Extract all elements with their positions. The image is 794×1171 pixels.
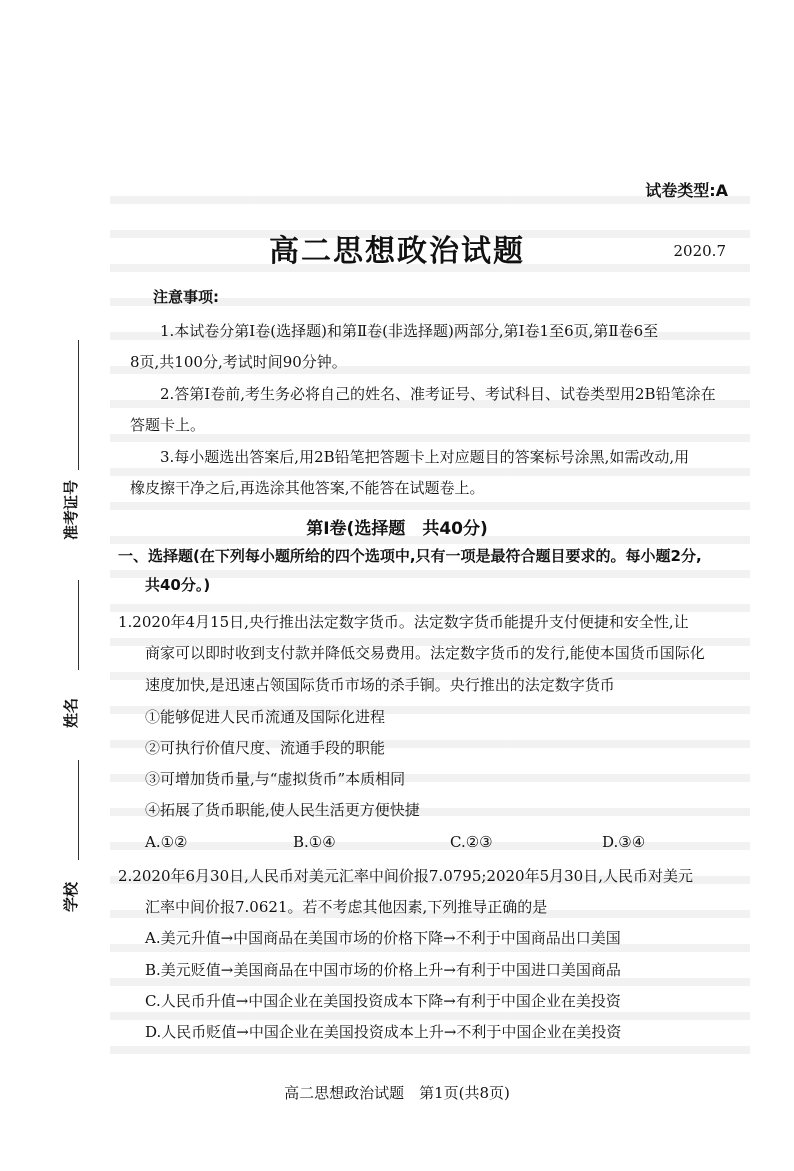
q2-option-a: A.美元升值→中国商品在美国市场的价格下降→不利于中国商品出口美国 <box>145 929 621 947</box>
notice-item3-line2: 橡皮擦干净之后,再选涂其他答案,不能答在试题卷上。 <box>130 479 485 497</box>
q1-statement-2: ②可执行价值尺度、流通手段的职能 <box>145 739 386 757</box>
page-footer: 高二思想政治试题 第1页(共8页) <box>284 1084 510 1102</box>
q1-stem-line3: 速度加快,是迅速占领国际货币市场的杀手锏。央行推出的法定数字货币 <box>145 676 615 694</box>
q2-option-d: D.人民币贬值→中国企业在美国投资成本上升→不利于中国企业在美投资 <box>145 1023 622 1041</box>
q1-statement-3: ③可增加货币量,与“虚拟货币”本质相同 <box>145 770 406 788</box>
exam-id-underline <box>78 340 79 470</box>
notice-item1-line1: 1.本试卷分第Ⅰ卷(选择题)和第Ⅱ卷(非选择题)两部分,第Ⅰ卷1至6页,第Ⅱ卷6至 <box>160 322 659 340</box>
notice-item2-line1: 2.答第Ⅰ卷前,考生务必将自己的姓名、准考证号、考试科目、试卷类型用2B铅笔涂在 <box>160 385 716 403</box>
exam-date: 2020.7 <box>673 242 726 260</box>
q1-stem-line2: 商家可以即时收到支付款并降低交易费用。法定数字货币的发行,能使本国货币国际化 <box>145 644 705 662</box>
section1-heading: 第Ⅰ卷(选择题 共40分) <box>306 519 488 539</box>
exam-id-label: 准考证号 <box>62 479 80 540</box>
q1-option-d: D.③④ <box>602 833 646 851</box>
q1-option-b: B.①④ <box>293 833 336 851</box>
notice-item1-line2: 8页,共100分,考试时间90分钟。 <box>130 353 347 371</box>
page-title: 高二思想政治试题 <box>269 234 525 269</box>
q1-stem-line1: 1.2020年4月15日,央行推出法定数字货币。法定数字货币能提升支付便捷和安全性,让 <box>118 613 689 631</box>
q1-option-a: A.①② <box>145 833 188 851</box>
q2-stem-line2: 汇率中间价报7.0621。若不考虑其他因素,下列推导正确的是 <box>145 898 548 916</box>
notice-heading: 注意事项: <box>153 288 219 306</box>
q1-statement-1: ①能够促进人民币流通及国际化进程 <box>145 708 386 726</box>
section1-instruction-line1: 一、选择题(在下列每小题所给的四个选项中,只有一项是最符合题目要求的。每小题2分, <box>118 547 702 565</box>
name-label: 姓名 <box>62 697 80 728</box>
section1-instruction-line2: 共40分。) <box>145 576 211 594</box>
notice-item3-line1: 3.每小题选出答案后,用2B铅笔把答题卡上对应题目的答案标号涂黑,如需改动,用 <box>160 448 690 466</box>
paper-type: 试卷类型:A <box>645 181 728 200</box>
school-label: 学校 <box>62 881 80 912</box>
q2-option-b: B.美元贬值→美国商品在中国市场的价格上升→有利于中国进口美国商品 <box>145 961 621 979</box>
q2-stem-line1: 2.2020年6月30日,人民币对美元汇率中间价报7.0795;2020年5月30日,人民币对美元 <box>118 867 693 885</box>
notice-item2-line2: 答题卡上。 <box>130 416 206 434</box>
q1-statement-4: ④拓展了货币职能,使人民生活更方便快捷 <box>145 801 420 819</box>
school-underline <box>78 760 79 860</box>
q1-option-c: C.②③ <box>450 833 493 851</box>
name-underline <box>78 580 79 670</box>
q2-option-c: C.人民币升值→中国企业在美国投资成本下降→有利于中国企业在美投资 <box>145 992 621 1010</box>
